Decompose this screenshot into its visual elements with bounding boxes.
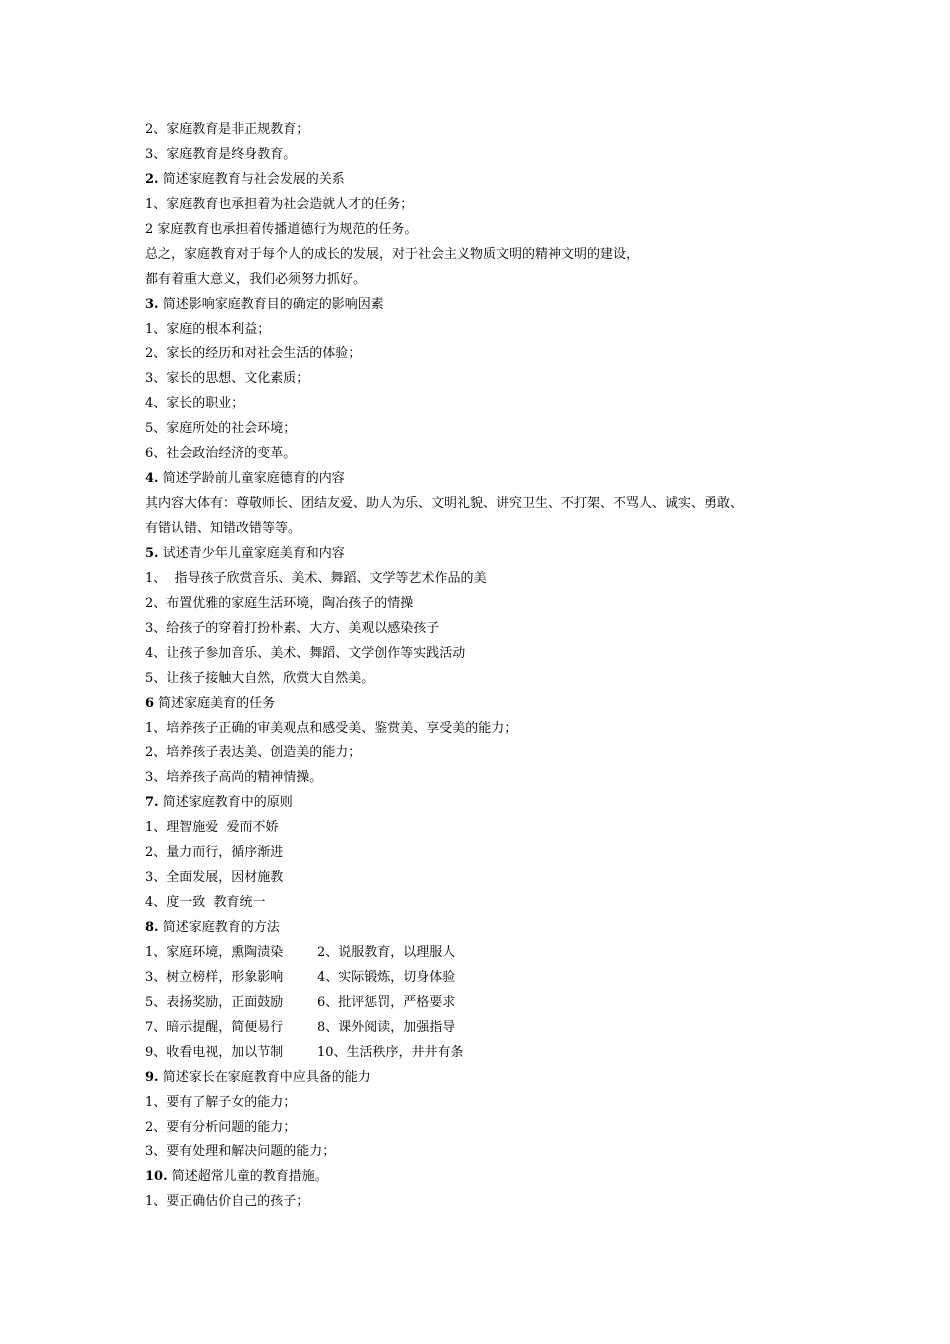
question-heading — [145, 692, 845, 717]
line-text: 7、暗示提醒，简便易行 — [145, 1019, 284, 1035]
line-text: 2 家庭教育也承担着传播道德行为规范的任务。 — [145, 221, 418, 237]
question-heading — [145, 293, 845, 318]
text-line — [145, 118, 845, 143]
text-line — [145, 268, 845, 293]
line-text: 2、量力而行，循序渐进 — [145, 845, 284, 861]
line-text-second-column: 2、说服教育，以理服人 — [317, 944, 456, 960]
text-line — [145, 417, 845, 442]
line-text: 简述家庭教育的方法 — [158, 920, 280, 935]
line-text: 1、家庭环境，熏陶渍染 — [145, 944, 284, 960]
text-line — [145, 617, 845, 642]
question-number: 5. — [145, 545, 159, 561]
text-line — [145, 642, 845, 667]
text-line — [145, 841, 845, 866]
line-text: 试述青少年儿童家庭美育和内容 — [158, 545, 345, 561]
text-line — [145, 1140, 845, 1165]
text-line — [145, 567, 845, 592]
document-body — [145, 118, 845, 1215]
text-line — [145, 193, 845, 218]
text-line — [145, 667, 845, 692]
line-text: 5、家庭所处的社会环境； — [145, 421, 297, 437]
text-line — [145, 816, 845, 841]
question-number: 9. — [145, 1069, 159, 1085]
line-text: 简述家庭教育中的原则 — [158, 795, 293, 811]
line-text: 2、培养孩子表达美、创造美的能力； — [145, 745, 362, 761]
line-text: 1、 指导孩子欣赏音乐、美术、舞蹈、文学等艺术作品的美 — [145, 570, 487, 586]
line-text-second-column: 8、课外阅读，加强指导 — [317, 1019, 456, 1035]
line-text: 9、收看电视，加以节制 — [145, 1044, 284, 1060]
line-text: 4、家长的职业； — [145, 396, 245, 412]
text-line — [145, 243, 845, 268]
text-line — [145, 143, 845, 168]
text-line — [145, 392, 845, 417]
line-text-second-column: 4、实际锻炼，切身体验 — [317, 969, 456, 985]
line-text: 3、全面发展，因材施教 — [145, 870, 284, 886]
line-text: 有错认错、知错改错等等。 — [145, 521, 302, 536]
line-text: 简述学龄前儿童家庭德育的内容 — [158, 471, 345, 487]
text-line — [145, 517, 845, 542]
line-text: 3、要有处理和解决问题的能力； — [145, 1144, 336, 1160]
question-number: 2. — [145, 171, 159, 187]
line-text: 5、让孩子接触大自然，欣赏大自然美。 — [145, 670, 375, 686]
text-line — [145, 991, 845, 1016]
question-heading — [145, 542, 845, 567]
question-number: 4. — [145, 471, 159, 487]
line-text: 3、给孩子的穿着打扮朴素、大方、美观以感染孩子 — [145, 620, 440, 636]
text-line — [145, 218, 845, 243]
question-number: 8. — [145, 920, 159, 935]
line-text: 简述超常儿童的教育措施。 — [167, 1169, 328, 1185]
line-text: 1、要有了解子女的能力； — [145, 1094, 297, 1110]
text-line — [145, 966, 845, 991]
line-text: 3、培养孩子高尚的精神情操。 — [145, 770, 323, 786]
question-number: 7. — [145, 795, 159, 811]
text-line — [145, 492, 845, 517]
line-text: 2、家庭教育是非正规教育； — [145, 122, 310, 137]
line-text: 1、理智施爱 爱而不娇 — [145, 820, 279, 836]
question-heading — [145, 791, 845, 816]
text-line — [145, 717, 845, 742]
line-text: 3、家庭教育是终身教育。 — [145, 146, 297, 162]
question-heading — [145, 916, 845, 941]
line-text: 5、表扬奖励，正面鼓励 — [145, 994, 284, 1010]
line-text: 2、布置优雅的家庭生活环境，陶冶孩子的情操 — [145, 595, 414, 611]
text-line — [145, 1091, 845, 1116]
line-text: 简述家长在家庭教育中应具备的能力 — [158, 1069, 371, 1085]
text-line — [145, 741, 845, 766]
line-text-second-column: 10、生活秩序，井井有条 — [317, 1044, 464, 1060]
line-text: 1、要正确估价自己的孩子； — [145, 1194, 310, 1210]
text-line — [145, 592, 845, 617]
text-line — [145, 1190, 845, 1215]
question-heading — [145, 467, 845, 492]
line-text: 简述家庭美育的任务 — [154, 695, 276, 711]
text-line — [145, 866, 845, 891]
line-text: 6、社会政治经济的变革。 — [145, 446, 297, 462]
line-text: 3、家长的思想、文化素质； — [145, 371, 310, 387]
question-number: 3. — [145, 296, 159, 312]
text-line — [145, 1116, 845, 1141]
text-line — [145, 766, 845, 791]
line-text: 1、家庭的根本利益； — [145, 321, 271, 337]
line-text-second-column: 6、批评惩罚，严格要求 — [317, 994, 456, 1010]
question-number: 10. — [145, 1169, 168, 1185]
line-text: 都有着重大意义，我们必须努力抓好。 — [145, 271, 367, 287]
text-line — [145, 442, 845, 467]
question-heading — [145, 1165, 845, 1190]
line-text: 其内容大体有：尊敬师长、团结友爱、助人为乐、文明礼貌、讲究卫生、不打架、不骂人、诚实、勇敢、 — [145, 496, 744, 512]
question-heading — [145, 1066, 845, 1091]
text-line — [145, 1016, 845, 1041]
line-text: 2、家长的经历和对社会生活的体验； — [145, 346, 362, 362]
line-text: 简述家庭教育与社会发展的关系 — [158, 171, 345, 187]
text-line — [145, 891, 845, 916]
text-line — [145, 367, 845, 392]
line-text: 4、度一致 教育统一 — [145, 895, 266, 911]
text-line — [145, 941, 845, 966]
line-text: 简述影响家庭教育目的确定的影响因素 — [158, 296, 384, 312]
text-line — [145, 1041, 845, 1066]
line-text: 总之，家庭教育对于每个人的成长的发展，对于社会主义物质文明的精神文明的建设， — [145, 246, 640, 262]
line-text: 3、树立榜样，形象影响 — [145, 969, 284, 985]
line-text: 4、让孩子参加音乐、美术、舞蹈、文学创作等实践活动 — [145, 645, 466, 661]
line-text: 2、要有分析问题的能力； — [145, 1119, 297, 1135]
text-line — [145, 318, 845, 343]
question-heading — [145, 168, 845, 193]
line-text: 1、培养孩子正确的审美观点和感受美、鉴赏美、享受美的能力； — [145, 720, 518, 736]
text-line — [145, 342, 845, 367]
line-text: 1、家庭教育也承担着为社会造就人才的任务； — [145, 196, 414, 212]
question-number: 6 — [145, 695, 155, 711]
